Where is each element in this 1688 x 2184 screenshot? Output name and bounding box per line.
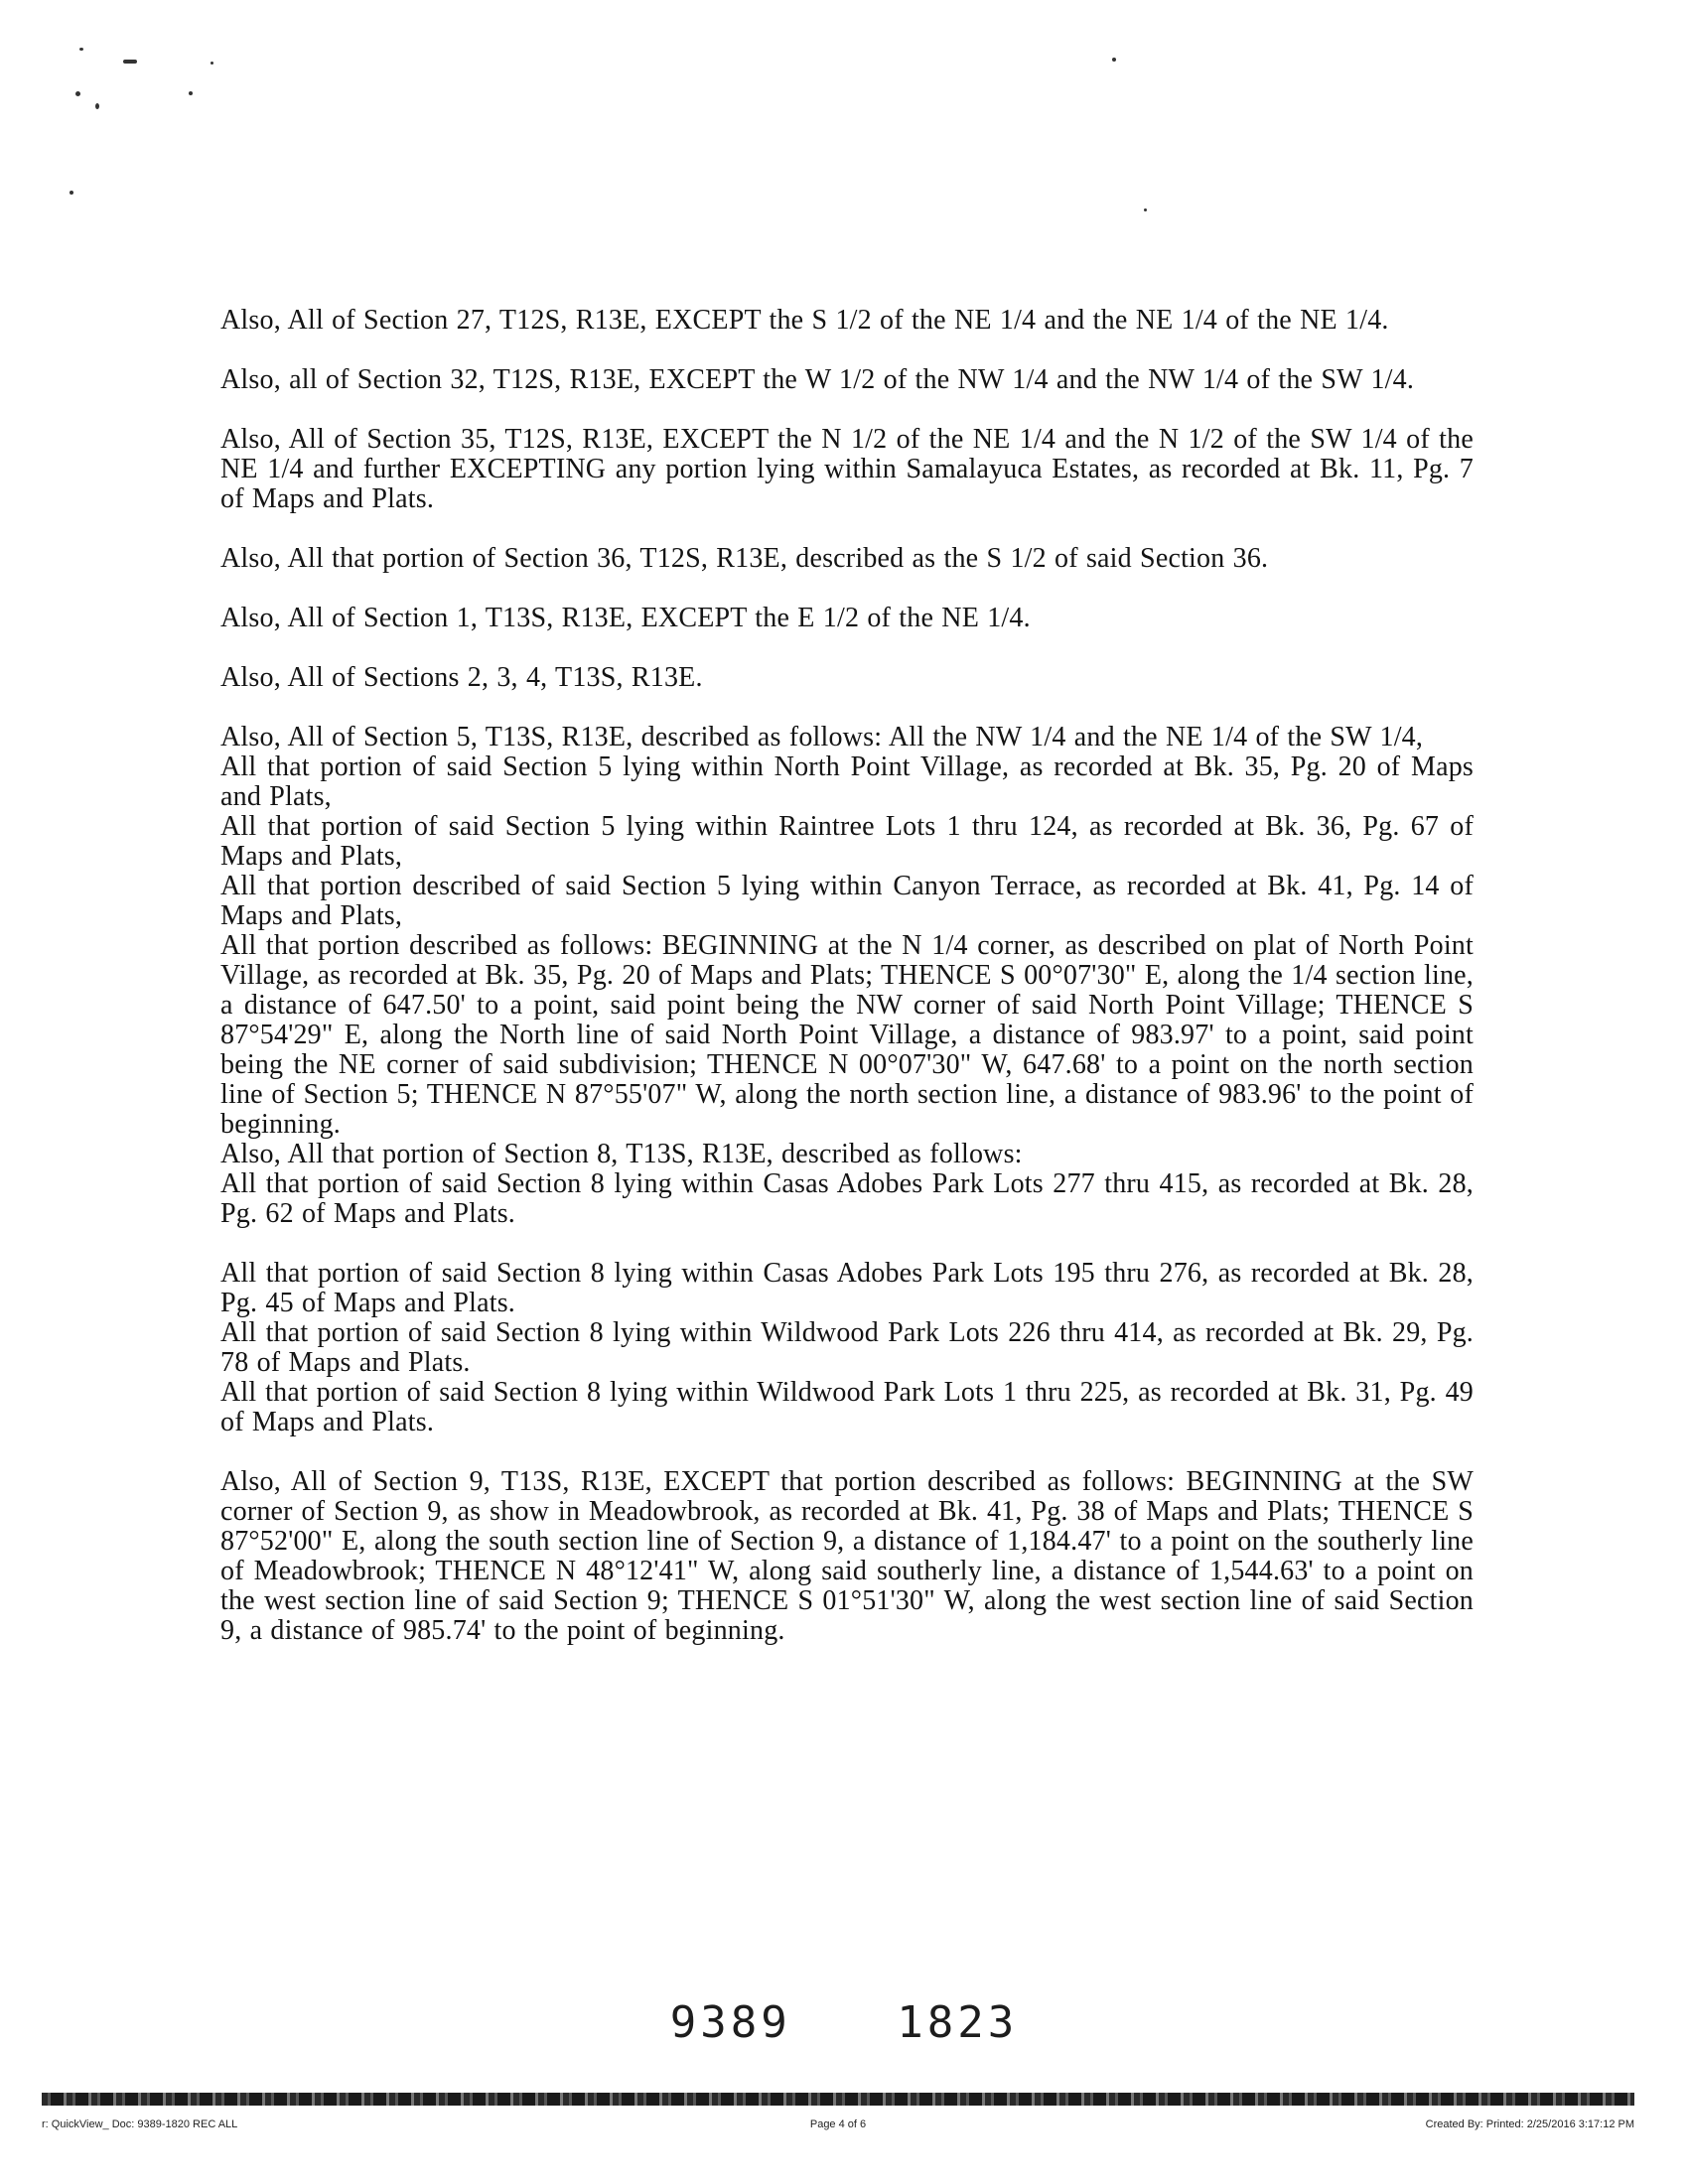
paragraph-section-1: Also, All of Section 1, T13S, R13E, EXCEPT the E 1/2 of the NE 1/4. xyxy=(220,603,1031,633)
scan-speck xyxy=(1144,208,1147,211)
scan-speck xyxy=(123,60,137,64)
legal-description xyxy=(220,306,1474,1646)
paragraph-sections-2-3-4: Also, All of Sections 2, 3, 4, T13S, R13E. xyxy=(220,662,703,693)
scan-speck xyxy=(75,91,80,96)
scan-barcode-strip xyxy=(42,2093,1634,2106)
recording-number xyxy=(0,1997,1688,2048)
scan-speck xyxy=(79,48,83,51)
paragraph-section-36: Also, All that portion of Section 36, T12S, R13E, described as the S 1/2 of said Section 36. xyxy=(220,543,1269,574)
paragraph-section-5-and-8: Also, All of Section 5, T13S, R13E, described as follows: All the NW 1/4 and the NE 1/4 of the SW 1/4, All that portion of said Section 5 lying within North Point Village, as recorded at Bk. 35, Pg. 20 of Maps and Plats, All that portion of said Section 5 lying within Raintree Lots 1 thru 124, as recorded at Bk. 36, Pg. 67 of Maps and Plats, All that portion described of said Section 5 lying within Canyon Terrace, as recorded at Bk. 41, Pg. 14 of Maps and Plats, All that portion described as follows: BEGINNING at the N 1/4 corner, as described on plat of North Point Village, as recorded at Bk. 35, Pg. 20 of Maps and Plats; THENCE S 00°07'30" E, along the 1/4 section line, a distance of 647.50' to a point, said point being the NW corner of said North Point Village; THENCE S 87°54'29" E, along the North line of said North Point Village, a distance of 983.97' to a point, said point being the NE corner of said subdivision; THENCE N 00°07'30" W, 647.68' to a point on the north section line of Section 5; THENCE N 87°55'07" W, along the north section line, a distance of 983.96' to the point of beginning. Also, All that portion of Section 8, T13S, R13E, described as follows: All that portion of said Section 8 lying within Casas Adobes Park Lots 277 thru 415, as recorded at Bk. 28, Pg. 62 of Maps and Plats. xyxy=(220,722,1474,1229)
recording-book: 9389 xyxy=(669,1997,791,2048)
scan-speck xyxy=(211,62,213,65)
scan-speck xyxy=(95,103,99,109)
scan-speck xyxy=(1112,58,1116,62)
footer-page-number: Page 4 of 6 xyxy=(809,2118,867,2130)
paragraph-section-8-parks: All that portion of said Section 8 lying within Casas Adobes Park Lots 195 thru 276, as recorded at Bk. 28, Pg. 45 of Maps and Plats. All that portion of said Section 8 lying within Wildwood Park Lots 226 thru 414, as recorded at Bk. 29, Pg. 78 of Maps and Plats. All that portion of said Section 8 lying within Wildwood Park Lots 1 thru 225, as recorded at Bk. 31, Pg. 49 of Maps and Plats. xyxy=(220,1258,1474,1437)
scan-speck xyxy=(70,191,73,195)
paragraph-section-35: Also, All of Section 35, T12S, R13E, EXCEPT the N 1/2 of the NE 1/4 and the N 1/2 of the SW 1/4 of the NE 1/4 and further EXCEPTING any portion lying within Samalayuca Estates, as recorded at Bk. 11, Pg. 7 of Maps and Plats. xyxy=(220,424,1474,514)
paragraph-section-27: Also, All of Section 27, T12S, R13E, EXCEPT the S 1/2 of the NE 1/4 and the NE 1/4 of the NE 1/4. xyxy=(220,305,1389,336)
paragraph-section-32: Also, all of Section 32, T12S, R13E, EXCEPT the W 1/2 of the NW 1/4 and the NW 1/4 of the SW 1/4. xyxy=(220,364,1415,395)
scan-speck xyxy=(189,91,193,95)
paragraph-section-9: Also, All of Section 9, T13S, R13E, EXCEPT that portion described as follows: BEGINNING at the SW corner of Section 9, as show in Meadowbrook, as recorded at Bk. 41, Pg. 38 of Maps and Plats; THENCE S 87°52'00" E, along the south section line of Section 9, a distance of 1,184.47' to a point on the southerly line of Meadowbrook; THENCE N 48°12'41" W, along said southerly line, a distance of 1,544.63' to a point on the west section line of said Section 9; THENCE S 01°51'30" W, along the west section line of said Section 9, a distance of 985.74' to the point of beginning. xyxy=(220,1466,1474,1646)
recording-page: 1823 xyxy=(897,1997,1019,2048)
footer-doc-info: r: QuickView_ Doc: 9389-1820 REC ALL xyxy=(42,2118,238,2130)
footer-printed-date: Created By: Printed: 2/25/2016 3:17:12 PM xyxy=(1425,2118,1634,2130)
